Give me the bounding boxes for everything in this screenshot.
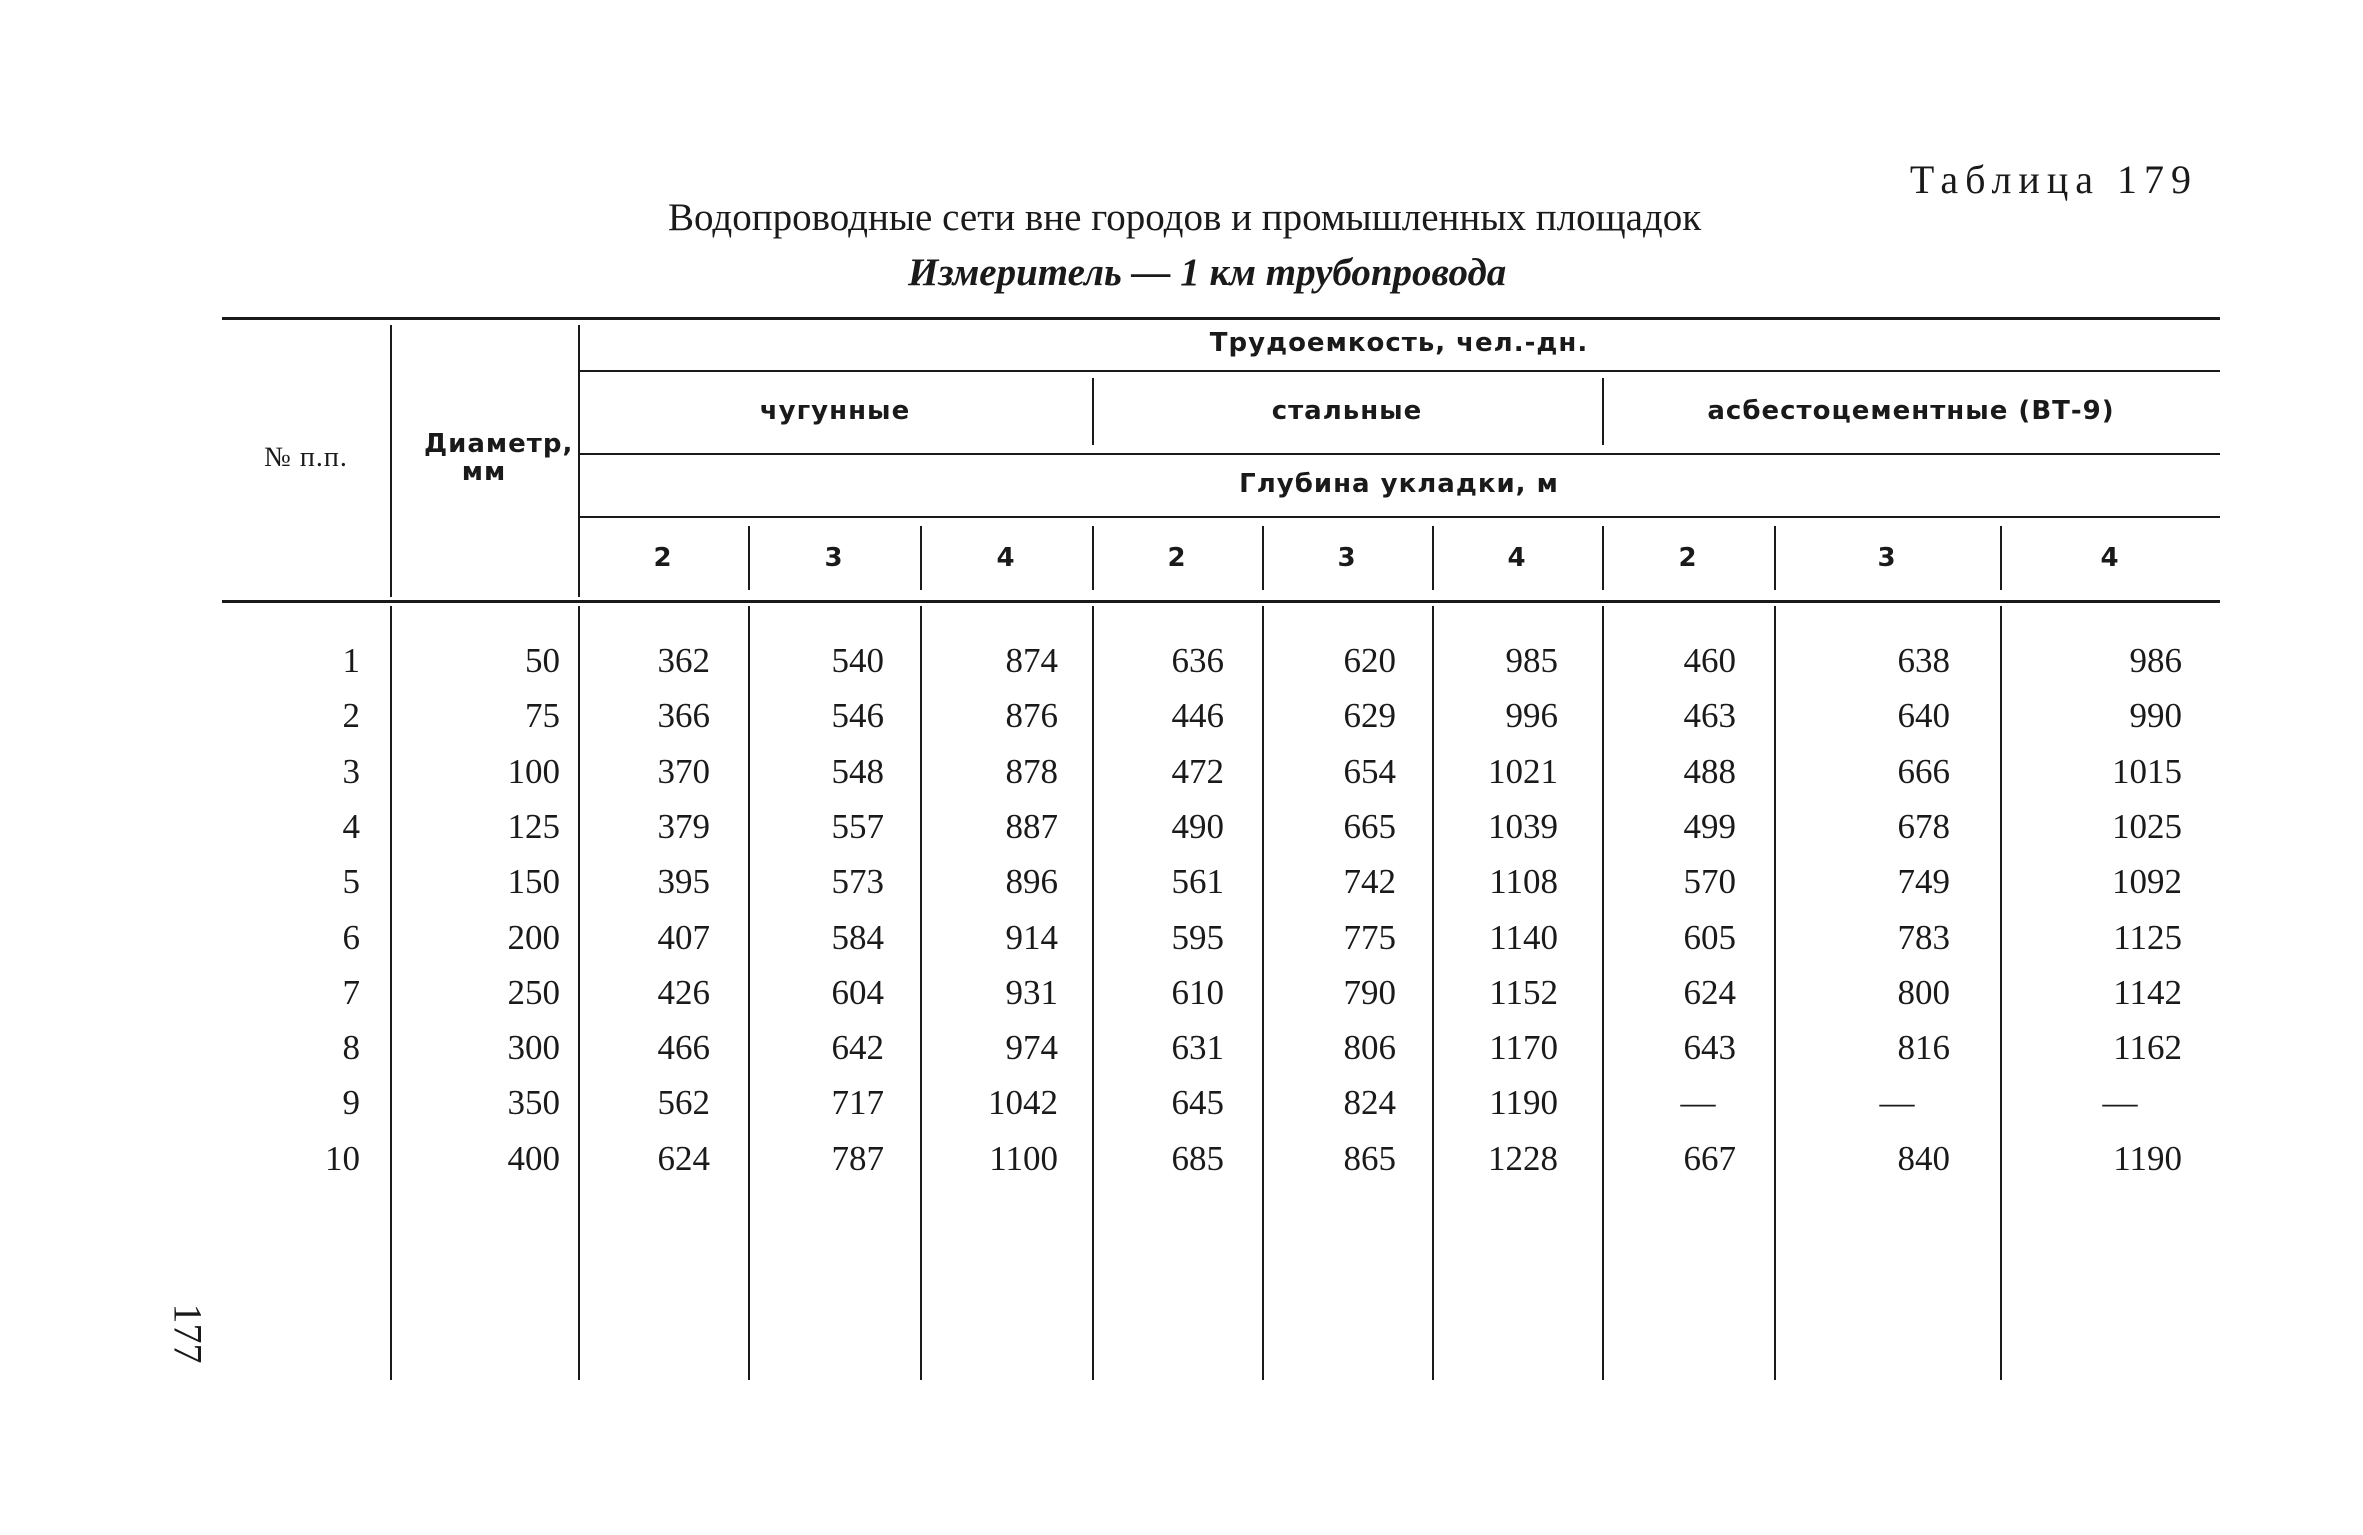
labor-value-cell: 1140 <box>1489 917 1558 957</box>
labor-value-cell: 931 <box>1005 972 1058 1012</box>
row-number-cell: 10 <box>325 1138 360 1178</box>
labor-value-cell: 490 <box>1171 806 1224 846</box>
labor-value-cell: 824 <box>1343 1083 1396 1123</box>
row-number-cell: 5 <box>342 862 360 902</box>
row-number-cell: 3 <box>342 751 360 791</box>
depth-header-cell: 4 <box>2100 543 2120 573</box>
depth-header-cell: 3 <box>1337 543 1357 573</box>
labor-value-cell: 790 <box>1343 972 1396 1012</box>
diameter-cell: 350 <box>507 1083 560 1123</box>
labor-value-cell: 472 <box>1171 751 1224 791</box>
table-title: Водопроводные сети вне городов и промышленных площадок <box>668 196 1702 239</box>
labor-value-cell: 974 <box>1005 1028 1058 1068</box>
labor-value-cell: 379 <box>657 806 710 846</box>
diameter-cell: 50 <box>525 641 560 680</box>
labor-value-cell: 1190 <box>2113 1138 2182 1178</box>
labor-value-cell: 610 <box>1171 972 1224 1012</box>
labor-value-cell: 787 <box>831 1138 884 1178</box>
table-row <box>222 633 2220 688</box>
labor-value-cell: 1042 <box>988 1083 1058 1123</box>
labor-value-cell: 1025 <box>2112 806 2182 846</box>
labor-value-cell: 1039 <box>1488 806 1558 846</box>
row-number-cell: 7 <box>342 972 360 1012</box>
labor-value-cell: 595 <box>1171 917 1224 957</box>
labor-value-cell: 840 <box>1897 1138 1950 1178</box>
table-row <box>222 799 2220 854</box>
labor-value-cell: 488 <box>1683 751 1736 791</box>
table-row <box>222 965 2220 1020</box>
labor-value-cell: 638 <box>1897 641 1950 680</box>
diameter-cell: 200 <box>507 917 560 957</box>
labor-value-cell: 624 <box>657 1138 710 1178</box>
table-subtitle: Измеритель — 1 км трубопровода <box>908 251 1507 294</box>
column-header-depth: Глубина укладки, м <box>1239 469 1559 499</box>
labor-value-cell: 573 <box>831 862 884 902</box>
labor-value-cell: 816 <box>1897 1028 1950 1068</box>
column-group-2: стальные <box>1271 396 1423 426</box>
labor-value-cell: 783 <box>1897 917 1950 957</box>
labor-value-cell: 1152 <box>1489 972 1558 1012</box>
labor-value-cell: 1108 <box>1489 862 1558 902</box>
labor-value-cell: 624 <box>1683 972 1736 1012</box>
column-group-1: чугунные <box>759 396 911 426</box>
table-number-label: Таблица 179 <box>1909 157 2198 202</box>
diameter-cell: 75 <box>525 696 560 736</box>
depth-header-cell: 4 <box>1507 543 1527 573</box>
labor-value-cell: 678 <box>1897 806 1950 846</box>
labor-value-cell: 775 <box>1343 917 1396 957</box>
diameter-cell: 400 <box>507 1138 560 1178</box>
table-row <box>222 1131 2220 1186</box>
column-group-3: асбестоцементные (ВТ-9) <box>1707 396 2115 426</box>
labor-value-cell: 685 <box>1171 1138 1224 1178</box>
labor-value-cell: 749 <box>1897 862 1950 902</box>
depth-header-cell: 4 <box>996 543 1016 573</box>
page-number: 177 <box>165 1303 211 1364</box>
column-header-diameter: Диаметр, мм <box>424 429 574 487</box>
labor-value-cell: 640 <box>1897 696 1950 736</box>
table-row <box>222 744 2220 799</box>
row-number-cell: 1 <box>342 641 360 680</box>
labor-value-cell: 1125 <box>2113 917 2182 957</box>
labor-value-cell: 636 <box>1171 641 1224 680</box>
diameter-cell: 250 <box>507 972 560 1012</box>
labor-value-cell: 562 <box>657 1083 710 1123</box>
row-number-cell: 9 <box>342 1083 360 1123</box>
labor-value-cell: 463 <box>1683 696 1736 736</box>
labor-value-cell: 996 <box>1505 696 1558 736</box>
table-row <box>222 1020 2220 1075</box>
labor-value-cell: 806 <box>1343 1028 1396 1068</box>
labor-value-cell: 1021 <box>1488 751 1558 791</box>
labor-value-cell: 629 <box>1343 696 1396 736</box>
labor-value-cell: 407 <box>657 917 710 957</box>
labor-value-cell: 642 <box>831 1028 884 1068</box>
diameter-cell: 150 <box>507 862 560 902</box>
column-header-labor: Трудоемкость, чел.-дн. <box>1209 328 1589 358</box>
labor-value-cell: 370 <box>657 751 710 791</box>
labor-value-cell: 1100 <box>989 1138 1058 1178</box>
labor-value-cell: 874 <box>1005 641 1058 680</box>
row-number-cell: 6 <box>342 917 360 957</box>
labor-value-cell: 605 <box>1683 917 1736 957</box>
depth-header-cell: 3 <box>1877 543 1897 573</box>
labor-value-cell: 548 <box>831 751 884 791</box>
depth-header-cell: 2 <box>653 543 673 573</box>
labor-value-cell: 395 <box>657 862 710 902</box>
table-row <box>222 688 2220 743</box>
row-number-cell: 8 <box>342 1028 360 1068</box>
diameter-cell: 300 <box>507 1028 560 1068</box>
labor-value-cell: 667 <box>1683 1138 1736 1178</box>
depth-header-cell: 2 <box>1167 543 1187 573</box>
labor-value-cell: 742 <box>1343 862 1396 902</box>
labor-value-cell: 499 <box>1683 806 1736 846</box>
labor-value-cell: 1170 <box>1489 1028 1558 1068</box>
labor-value-cell: 865 <box>1343 1138 1396 1178</box>
labor-value-cell: 986 <box>2129 641 2182 680</box>
labor-value-cell: 426 <box>657 972 710 1012</box>
labor-value-cell: 540 <box>831 641 884 680</box>
labor-value-cell: 1190 <box>1489 1083 1558 1123</box>
labor-value-cell: 665 <box>1343 806 1396 846</box>
labor-value-cell: — <box>1680 1083 1716 1123</box>
labor-value-cell: 1142 <box>2113 972 2182 1012</box>
labor-value-cell: 800 <box>1897 972 1950 1012</box>
table-row <box>222 854 2220 909</box>
labor-value-cell: 557 <box>831 806 884 846</box>
labor-value-cell: 654 <box>1343 751 1396 791</box>
labor-value-cell: — <box>1879 1083 1915 1123</box>
labor-value-cell: 914 <box>1005 917 1058 957</box>
labor-value-cell: 990 <box>2129 696 2182 736</box>
labor-value-cell: 645 <box>1171 1083 1224 1123</box>
labor-value-cell: 985 <box>1505 641 1558 680</box>
row-number-cell: 4 <box>342 806 360 846</box>
labor-value-cell: 1228 <box>1488 1138 1558 1178</box>
diameter-cell: 100 <box>507 751 560 791</box>
labor-value-cell: 570 <box>1683 862 1736 902</box>
labor-value-cell: 1015 <box>2112 751 2182 791</box>
labor-value-cell: 631 <box>1171 1028 1224 1068</box>
labor-value-cell: 1092 <box>2112 862 2182 902</box>
labor-value-cell: 584 <box>831 917 884 957</box>
labor-value-cell: 446 <box>1171 696 1224 736</box>
labor-value-cell: 666 <box>1897 751 1950 791</box>
labor-value-cell: 620 <box>1343 641 1396 680</box>
table-row <box>222 1075 2220 1130</box>
labor-value-cell: 717 <box>831 1083 884 1123</box>
labor-value-cell: 876 <box>1005 696 1058 736</box>
depth-header-cell: 3 <box>824 543 844 573</box>
labor-value-cell: 887 <box>1005 806 1058 846</box>
labor-value-cell: 460 <box>1683 641 1736 680</box>
labor-value-cell: 466 <box>657 1028 710 1068</box>
labor-value-cell: — <box>2102 1083 2138 1123</box>
labor-value-cell: 362 <box>657 641 710 680</box>
labor-value-cell: 896 <box>1005 862 1058 902</box>
labor-value-cell: 604 <box>831 972 884 1012</box>
labor-value-cell: 366 <box>657 696 710 736</box>
header-bottom-rule <box>222 600 2220 603</box>
labor-value-cell: 878 <box>1005 751 1058 791</box>
diameter-cell: 125 <box>507 806 560 846</box>
labor-value-cell: 561 <box>1171 862 1224 902</box>
column-header-row-number: № п.п. <box>264 442 348 473</box>
row-number-cell: 2 <box>342 696 360 736</box>
labor-value-cell: 643 <box>1683 1028 1736 1068</box>
table-row <box>222 910 2220 965</box>
labor-value-cell: 546 <box>831 696 884 736</box>
depth-header-cell: 2 <box>1678 543 1698 573</box>
labor-value-cell: 1162 <box>2113 1028 2182 1068</box>
